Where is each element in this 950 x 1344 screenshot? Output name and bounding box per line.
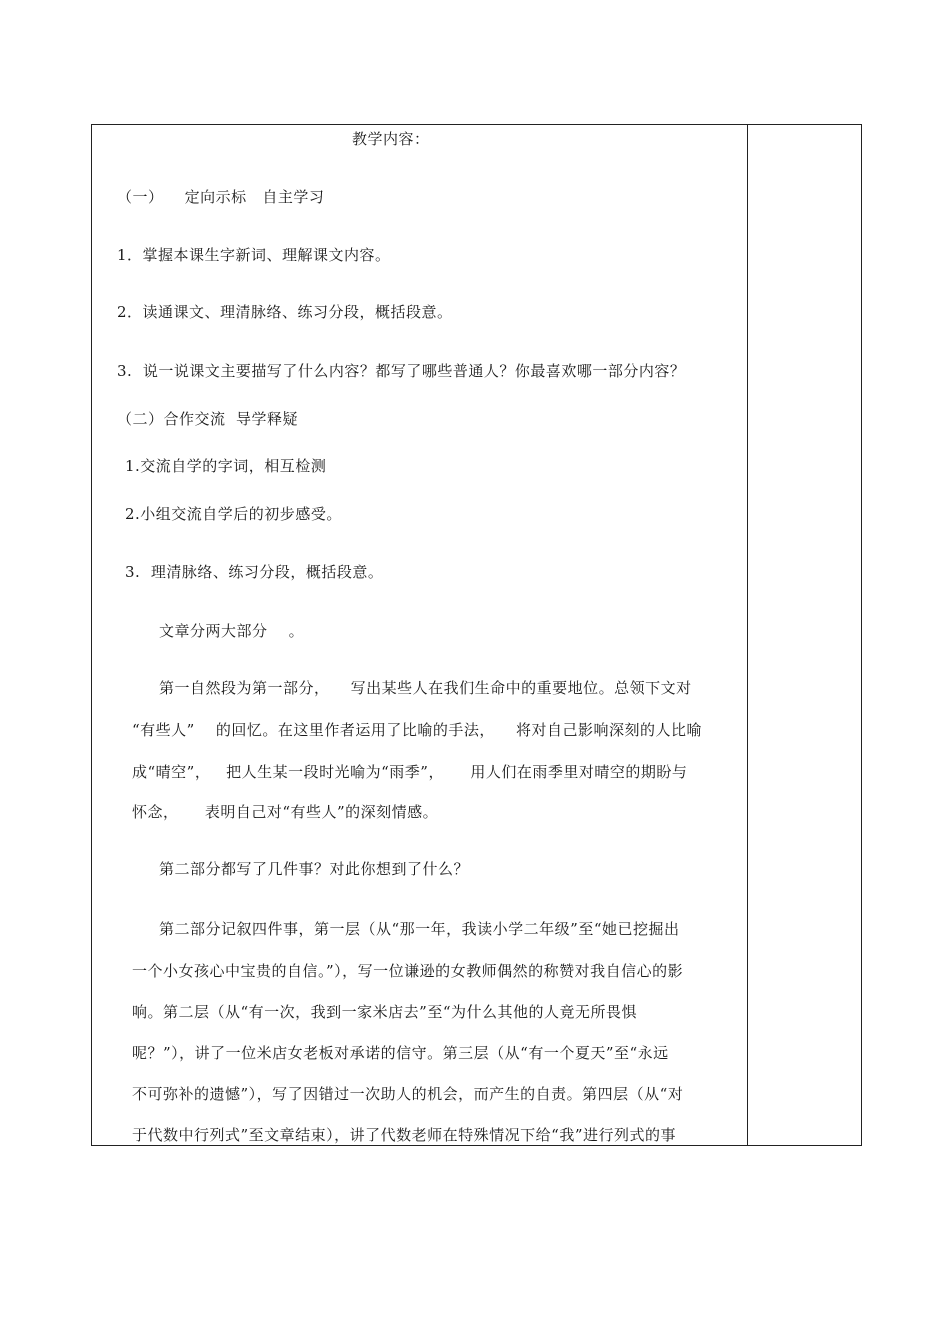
section2-item: 1.交流自学的字词，相互检测 bbox=[125, 457, 327, 475]
section2-item: 3. 理清脉络、练习分段，概括段意。 bbox=[125, 563, 384, 581]
paragraph-structure: 文章分两大部分 。 bbox=[159, 622, 305, 640]
paragraph-line: “有些人” 的回忆。在这里作者运用了比喻的手法， 将对自己影响深刻的人比喻 bbox=[132, 721, 702, 739]
question-line: 第二部分都写了几件事？对此你想到了什么？ bbox=[159, 860, 470, 878]
section2-title: （二）合作交流 导学释疑 bbox=[117, 410, 299, 428]
paragraph-line: 于代数中行列式”至文章结束），讲了代数老师在特殊情况下给“我”进行列式的事 bbox=[132, 1126, 677, 1144]
section1-item: 3. 说一说课文主要描写了什么内容？都写了哪些普通人？你最喜欢哪一部分内容？ bbox=[117, 362, 686, 380]
content-heading: 教学内容： bbox=[352, 130, 430, 148]
side-cell bbox=[748, 125, 861, 1145]
section2-item: 2.小组交流自学后的初步感受。 bbox=[125, 505, 342, 523]
paragraph-line: 怀念， 表明自己对“有些人”的深刻情感。 bbox=[132, 803, 439, 821]
paragraph-line: 第一自然段为第一部分， 写出某些人在我们生命中的重要地位。总领下文对 bbox=[159, 679, 692, 697]
section1-item: 2．读通课文、理清脉络、练习分段，概括段意。 bbox=[117, 303, 453, 321]
section1-item: 1．掌握本课生字新词、理解课文内容。 bbox=[117, 246, 391, 264]
paragraph-line: 成“晴空”， 把人生某一段时光喻为“雨季”， 用人们在雨季里对晴空的期盼与 bbox=[132, 763, 688, 781]
section1-title: （一） 定向示标 自主学习 bbox=[117, 188, 325, 206]
paragraph-line: 第二部分记叙四件事，第一层（从“那一年，我读小学二年级”至“她已挖掘出 bbox=[159, 920, 680, 938]
paragraph-line: 响。第二层（从“有一次，我到一家米店去”至“为什么其他的人竟无所畏惧 bbox=[132, 1003, 638, 1021]
paragraph-line: 不可弥补的遗憾”），写了因错过一次助人的机会，而产生的自责。第四层（从“对 bbox=[132, 1085, 684, 1103]
paragraph-line: 一个小女孩心中宝贵的自信。”），写一位谦逊的女教师偶然的称赞对我自信心的影 bbox=[132, 962, 684, 980]
paragraph-line: 呢？”），讲了一位米店女老板对承诺的信守。第三层（从“有一个夏天”至“永远 bbox=[132, 1044, 669, 1062]
lesson-table bbox=[91, 124, 862, 1146]
